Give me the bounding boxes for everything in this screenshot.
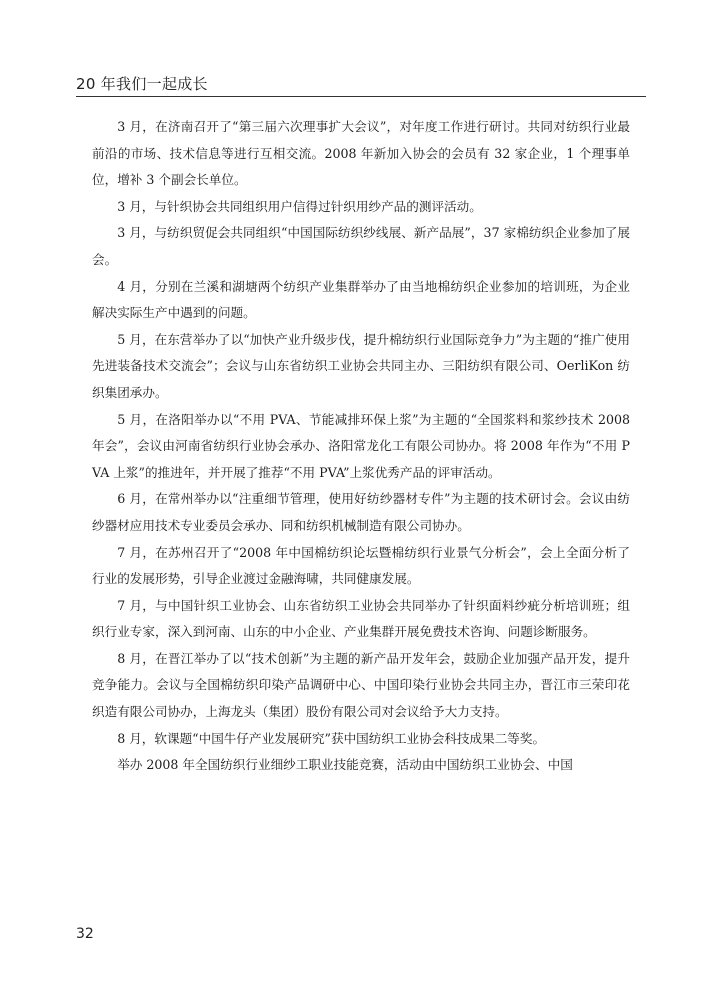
paragraph: 5 月，在洛阳举办以“不用 PVA、节能减排环保上浆”为主题的“全国浆料和浆纱技术 2008 年会”，会议由河南省纺织行业协会承办、洛阳常龙化工有限公司协办。将 2008 年作为“不用 PVA 上浆”的推进年，并开展了推荐“不用 PVA”上浆优秀产品的评审活动。 — [92, 411, 630, 480]
paragraph: 6 月，在常州举办以“注重细节管理，使用好纺纱器材专件”为主题的技术研讨会。会议由纺纱器材应用技术专业委员会承办、同和纺织机械制造有限公司协办。 — [92, 491, 630, 533]
paragraph: 4 月，分别在兰溪和湖塘两个纺织产业集群举办了由当地棉纺织企业参加的培训班，为企业解决实际生产中遇到的问题。 — [92, 278, 630, 321]
running-header — [76, 74, 646, 97]
paragraph: 8 月，软课题“中国牛仔产业发展研究”获中国纺织工业协会科技成果二等奖。 — [117, 730, 546, 746]
paragraph: 8 月，在晋江举办了以“技术创新”为主题的新产品开发年会，鼓励企业加强产品开发，提升竞争能力。会议与全国棉纺织印染产品调研中心、中国印染行业协会共同主办，晋江市三荣印花织造有限公司协办，上海龙头（集团）股份有限公司对会议给予大力支持。 — [92, 650, 630, 720]
paragraph: 3 月，与纺织贸促会共同组织“中国国际纺织纱线展、新产品展”，37 家棉纺织企业参加了展会。 — [92, 225, 630, 267]
page-number: 32 — [76, 926, 94, 942]
paragraph: 3 月，在济南召开了“第三届六次理事扩大会议”，对年度工作进行研讨。共同对纺织行业最前沿的市场、技术信息等进行互相交流。2008 年新加入协会的会员有 32 家企业，1 个理事单位，增补 3 个副会长单位。 — [92, 119, 630, 188]
paragraph: 7 月，在苏州召开了“2008 年中国棉纺织论坛暨棉纺织行业景气分析会”，会上全面分析了行业的发展形势，引导企业渡过金融海啸，共同健康发展。 — [92, 544, 630, 587]
header-title: 20 年我们一起成长 — [76, 75, 208, 93]
body-text — [92, 114, 630, 779]
header-divider — [76, 96, 646, 97]
paragraph: 7 月，与中国针织工业协会、山东省纺织工业协会共同举办了针织面料纱疵分析培训班；组织行业专家，深入到河南、山东的中小企业、产业集群开展免费技术咨询、问题诊断服务。 — [92, 597, 630, 640]
paragraph: 5 月，在东营举办了以“加快产业升级步伐，提升棉纺织行业国际竞争力”为主题的“推广使用先进装备技术交流会”；会议与山东省纺织工业协会共同主办、三阳纺织有限公司、OerliKon 纺织集团承办。 — [92, 331, 630, 400]
paragraph: 举办 2008 年全国纺织行业细纱工职业技能竞赛，活动由中国纺织工业协会、中国 — [117, 757, 573, 773]
paragraph: 3 月，与针织协会共同组织用户信得过针织用纱产品的测评活动。 — [117, 198, 482, 214]
